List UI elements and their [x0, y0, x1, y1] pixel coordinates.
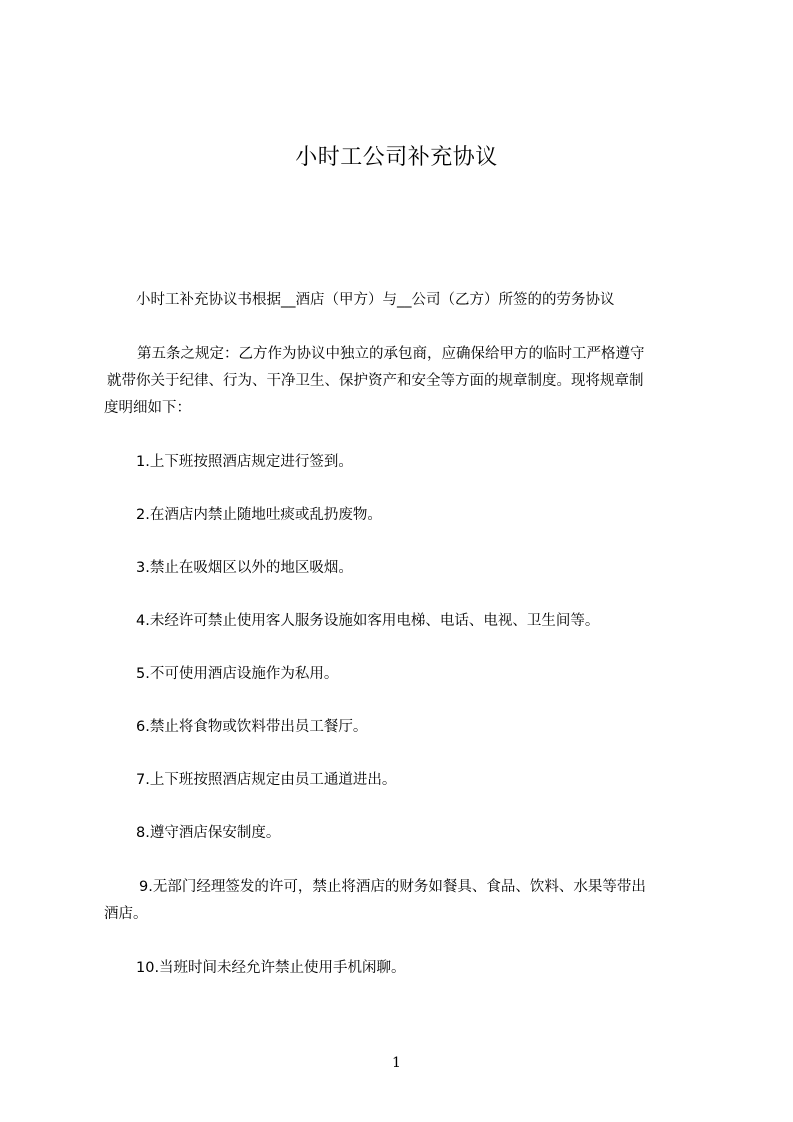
rule-item-3: 3.禁止在吸烟区以外的地区吸烟。 [136, 560, 353, 576]
page-number: 1 [392, 1055, 401, 1071]
rule-item-7: 7.上下班按照酒店规定由员工通道进出。 [136, 772, 397, 788]
article5-line-2: 就带你关于纪律、行为、干净卫生、保护资产和安全等方面的规章制度。现将规章制 [107, 373, 644, 389]
rule-item-4: 4.未经许可禁止使用客人服务设施如客用电梯、电话、电视、卫生间等。 [136, 613, 600, 629]
article5-line-1: 第五条之规定：乙方作为协议中独立的承包商，应确保给甲方的临时工严格遵守 [137, 346, 645, 362]
article5-line-3: 度明细如下： [104, 400, 191, 416]
document-title: 小时工公司补充协议 [295, 145, 498, 170]
rule-item-5: 5.不可使用酒店设施作为私用。 [136, 666, 339, 682]
rule-item-10: 10.当班时间未经允许禁止使用手机闲聊。 [136, 960, 406, 976]
rule-item-9-line-1: 9.无部门经理签发的许可，禁止将酒店的财务如餐具、食品、饮料、水果等带出 [139, 879, 646, 895]
rule-item-1: 1.上下班按照酒店规定进行签到。 [136, 454, 353, 470]
rule-item-2: 2.在酒店内禁止随地吐痰或乱扔废物。 [136, 507, 382, 523]
intro-paragraph: 小时工补充协议书根据__酒店（甲方）与__公司（乙方）所签的的劳务协议 [136, 292, 615, 308]
rule-item-6: 6.禁止将食物或饮料带出员工餐厅。 [136, 719, 368, 735]
rule-item-9-line-2: 酒店。 [104, 906, 148, 922]
rule-item-8: 8.遵守酒店保安制度。 [136, 825, 281, 841]
